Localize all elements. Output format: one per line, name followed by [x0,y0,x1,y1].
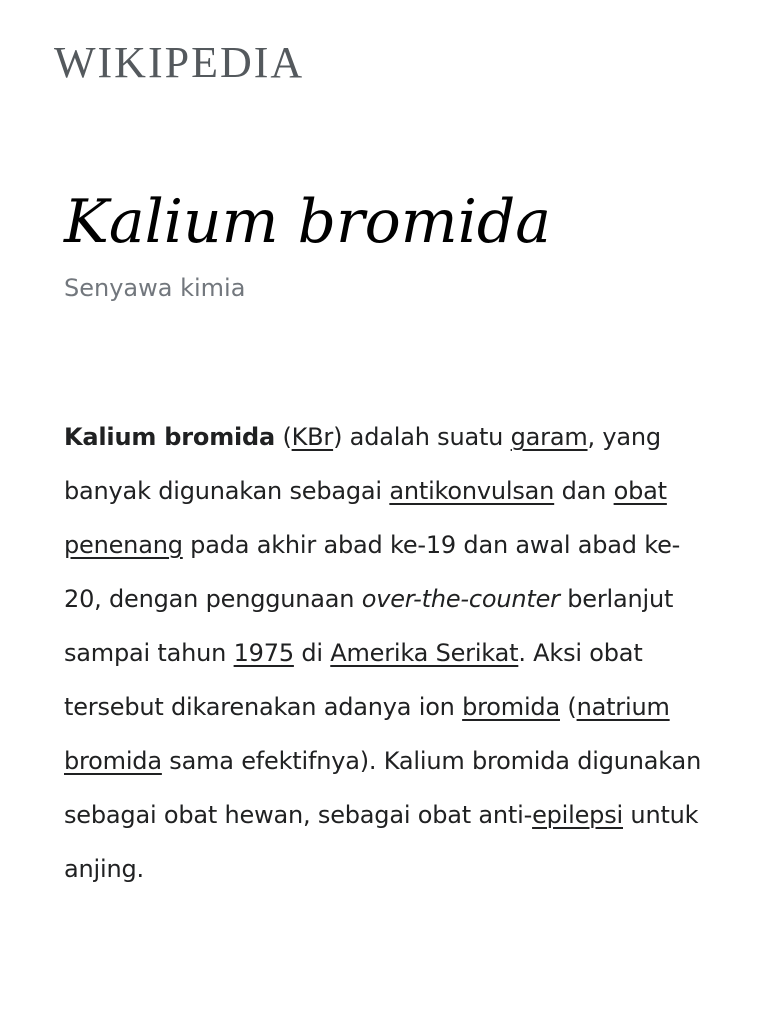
text-segment: . Aksi obat tersebut dikarenakan adanya ion [64,639,643,721]
article-paragraph [64,410,704,896]
page-title: Kalium bromida [64,187,552,257]
link-bromida[interactable]: bromida [462,693,560,721]
italic-term: over-the-counter [361,585,560,613]
text-segment: untuk anjing. [64,801,699,883]
text-segment: ( [559,693,577,721]
text-segment: sama efektifnya). Kalium bromida digunakan sebagai obat hewan, sebagai obat anti- [64,747,702,829]
text-segment: pada akhir abad ke-19 dan awal abad ke-20, dengan penggunaan [64,531,681,613]
link-obat-penenang[interactable]: obat penenang [64,477,667,559]
text-segment: dan [554,477,614,505]
link-kbr[interactable]: KBr [291,423,334,451]
link-1975[interactable]: 1975 [233,639,294,667]
text-segment: ) adalah suatu [333,423,511,451]
link-amerika-serikat[interactable]: Amerika Serikat [330,639,519,667]
header [54,38,304,88]
link-garam[interactable]: garam [510,423,588,451]
text-segment: , yang banyak digunakan sebagai [64,423,661,505]
link-epilepsi[interactable]: epilepsi [532,801,623,829]
link-antikonvulsan[interactable]: antikonvulsan [389,477,555,505]
wikipedia-wordmark-logo[interactable]: WIKIPEDIA [54,38,305,87]
bold-term: Kalium bromida [64,423,276,451]
text-segment: ( [275,423,292,451]
page-subtitle: Senyawa kimia [64,274,246,302]
link-natrium-bromida[interactable]: natrium bromida [64,693,670,775]
text-segment: berlanjut sampai tahun [64,585,674,667]
text-segment: di [293,639,331,667]
